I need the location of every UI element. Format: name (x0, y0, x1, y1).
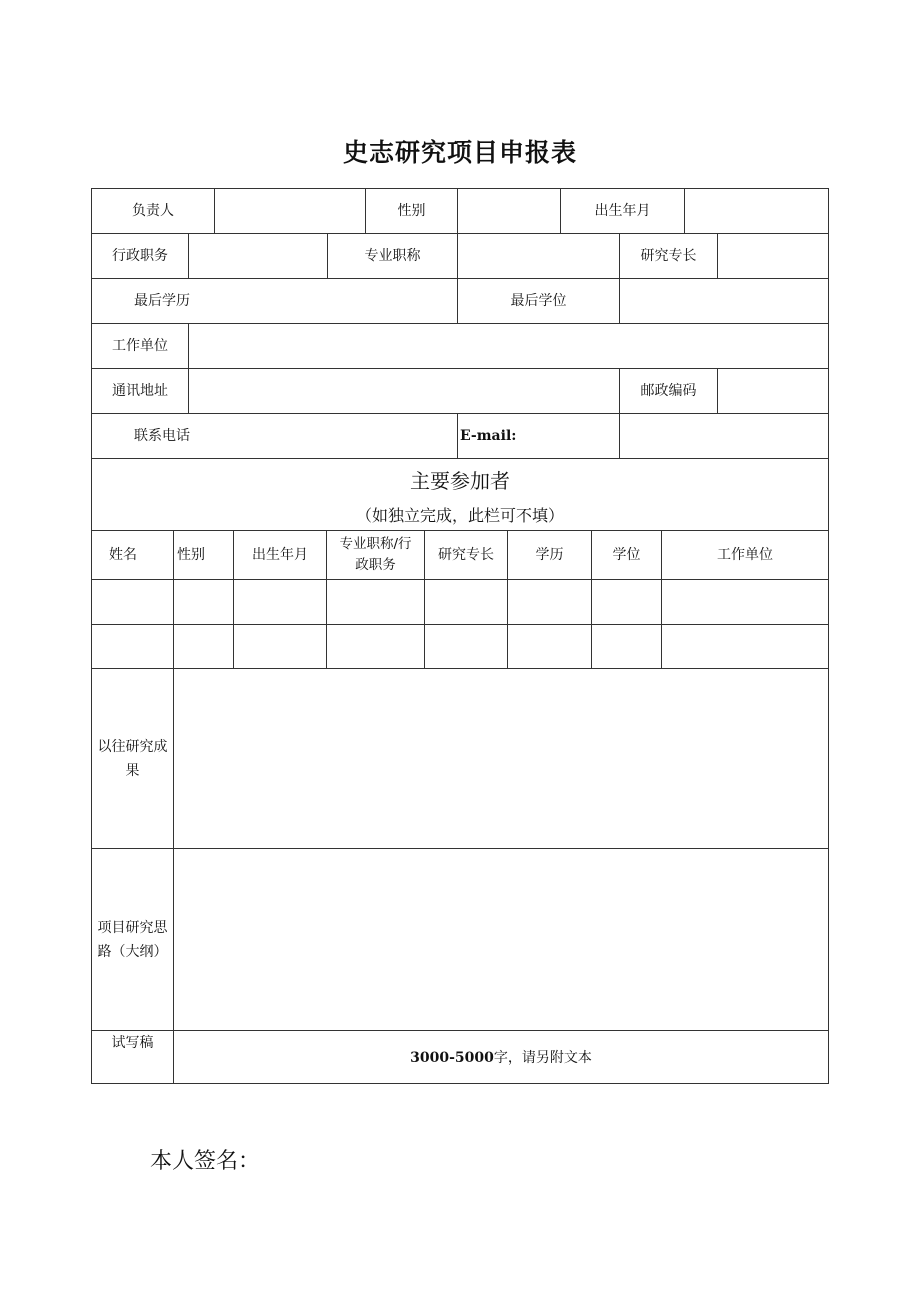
research-outline-input[interactable] (174, 849, 828, 1030)
col-specialty: 研究专长 (438, 547, 494, 563)
research-specialty-input[interactable] (718, 234, 828, 278)
label-last-education: 最后学历 (134, 293, 190, 309)
table-border (91, 1083, 829, 1084)
label-past-results: 以往研究成 果 (97, 738, 168, 779)
admin-post-input[interactable] (189, 234, 327, 278)
phone-input[interactable] (232, 414, 457, 458)
label-trial-draft: 试写稿 (111, 1035, 154, 1051)
col-education: 学历 (535, 547, 564, 563)
col-birth: 出生年月 (252, 547, 308, 563)
col-work-unit: 工作单位 (717, 547, 773, 563)
signature-label: 本人签名： (150, 1149, 261, 1174)
leader-input[interactable] (215, 189, 365, 233)
label-leader: 负责人 (132, 203, 174, 219)
label-last-degree: 最后学位 (510, 293, 567, 309)
trial-draft-note-text: 字，请另附文本 (493, 1050, 592, 1066)
label-address: 通讯地址 (112, 383, 168, 399)
label-email: E-mail: (460, 428, 517, 444)
label-research-outline: 项目研究思 路（大纲） (97, 919, 168, 960)
table-border (828, 188, 829, 1084)
label-birth: 出生年月 (594, 203, 651, 219)
row-divider (91, 1030, 829, 1031)
last-education-input[interactable] (232, 279, 457, 323)
postcode-input[interactable] (718, 369, 828, 413)
cell-divider (457, 413, 458, 458)
birth-input[interactable] (685, 189, 828, 233)
work-unit-input[interactable] (189, 324, 828, 368)
label-admin-post: 行政职务 (112, 248, 168, 264)
trial-draft-count: 3000-5000 (410, 1050, 494, 1066)
email-input[interactable] (620, 414, 828, 458)
col-gender: 性别 (177, 547, 205, 563)
participants-note: （如独立完成，此栏可不填） (355, 506, 564, 525)
row-divider (91, 458, 829, 459)
label-research-specialty: 研究专长 (640, 248, 697, 264)
trial-draft-note (174, 1045, 828, 1071)
label-pro-title: 专业职称 (364, 248, 421, 264)
last-degree-input[interactable] (620, 279, 828, 323)
pro-title-input[interactable] (458, 234, 619, 278)
address-input[interactable] (189, 369, 619, 413)
participants-heading: 主要参加者 (410, 469, 510, 493)
label-phone: 联系电话 (134, 428, 190, 444)
label-work-unit: 工作单位 (112, 338, 168, 354)
table-row[interactable] (92, 625, 828, 668)
label-postcode: 邮政编码 (640, 383, 697, 399)
col-degree: 学位 (612, 547, 641, 563)
gender-input[interactable] (458, 189, 560, 233)
label-gender: 性别 (397, 203, 426, 219)
col-title: 专业职称/行 政职务 (339, 536, 412, 573)
col-name: 姓名 (109, 547, 137, 563)
table-row[interactable] (92, 580, 828, 624)
past-results-input[interactable] (174, 669, 828, 848)
form-title: 史志研究项目申报表 (342, 138, 577, 167)
